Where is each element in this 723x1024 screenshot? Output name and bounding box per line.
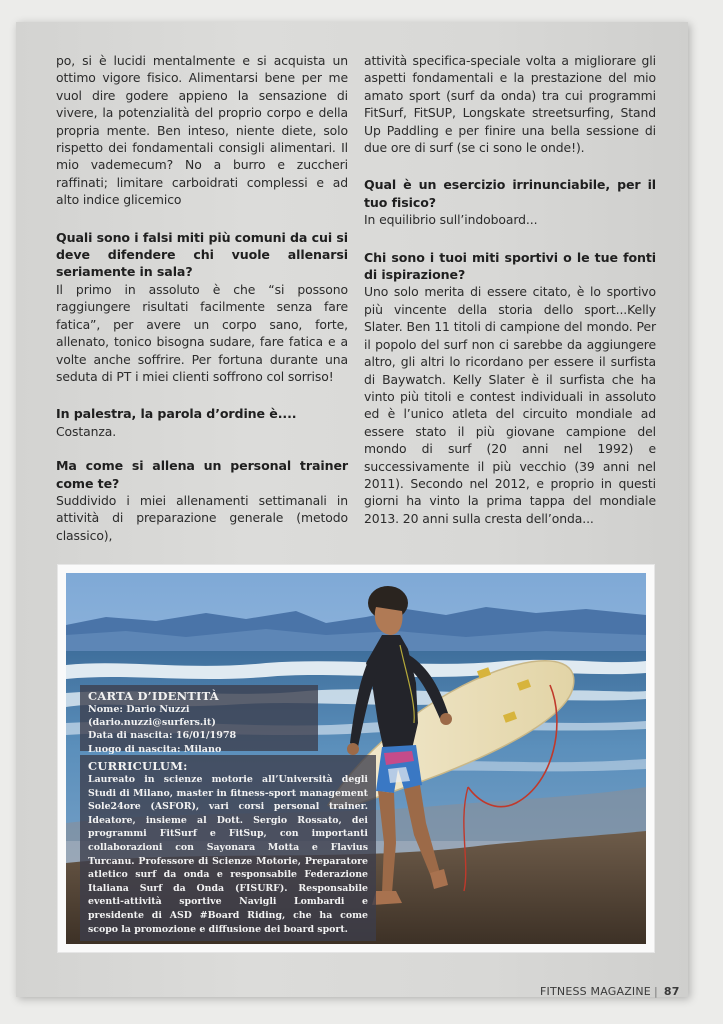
intro-paragraph: po, si è lucidi mentalmente e si acquista un ottimo vigore fisico. Alimentarsi bene per me vuol dire godere appieno la sensazione di vivere, la potenzialità del proprio corpo e della propria mente. Ben inteso, niente diete, solo rispetto dei fondamentali consigli alimentari. Il mio vademecum? No a burro e zuccheri raffinati; limitare carboidrati complessi e ad alto indice glicemico xyxy=(56,53,348,208)
answer-gym-word: Costanza. xyxy=(56,423,117,439)
question-gym-word: In palestra, la parola d’ordine è.... xyxy=(56,406,297,422)
question-idols: Chi sono i tuoi miti sportivi o le tue fonti di ispirazione? xyxy=(364,249,656,283)
footer-separator: | xyxy=(653,985,658,998)
magazine-page xyxy=(16,22,688,997)
answer-false-myths: Il primo in assoluto è che “si possono raggiungere risultati facilmente senza fare fatica”, per avere un corpo sano, forte, allenato, tonico bisogna sudare, fare fatica e a volte anche soffrire. Per fortuna durante una seduta di PT i miei clienti soffrono col sorriso! xyxy=(56,281,348,384)
training-continued-paragraph: attività specifica-speciale volta a migliorare gli aspetti fondamentali e la prestazione del mio amato sport (surf da onda) tra cui programmi FitSurf, FitSUP, Longskate streetsurfing, Stand Up Paddling e per finire una bella sessione di due ore di surf (se ci sono le onde!). xyxy=(364,53,656,156)
identity-name: Nome: Dario Nuzzi (dario.nuzzi@surfers.it) xyxy=(88,704,216,729)
question-exercise: Qual è un esercizio irrinunciabile, per il tuo fisico? xyxy=(364,177,656,210)
identity-card xyxy=(80,685,318,755)
surfer-photo xyxy=(66,573,646,944)
curriculum-text: Laureato in scienze motorie all’Università degli Studi di Milano, master in fitness-sport management Sole24ore (ASFOR), vari corsi personal trainer. Ideatore, insieme al Dott. Sergio Rossato, dei programmi FitSurf e FitSup, con importanti collaborazioni con Sayonara Motta e Flavius Turcanu. Professore di Scienze Motorie, Preparatore atletico surf da onda e responsabile Federazione Italiana Surf da Onda (FISURF). Responsabile eventi-attività sportive Navigli Lombardi e presidente di ASD #Board Riding, che ha come scopo la promozione e diffusione dei board sport. xyxy=(88,774,368,935)
magazine-name: FITNESS MAGAZINE xyxy=(540,985,651,998)
answer-exercise: In equilibrio sull’indoboard... xyxy=(364,212,538,228)
identity-birth-place: Luogo di nascita: Milano xyxy=(88,743,222,755)
left-column xyxy=(56,52,348,544)
curriculum-card xyxy=(80,755,376,941)
question-false-myths: Quali sono i falsi miti più comuni da cui si deve difendere chi vuole allenarsi seriamente in sala? xyxy=(56,229,348,280)
identity-card-title: CARTA D’IDENTITÀ xyxy=(88,689,219,703)
question-training: Ma come si allena un personal trainer come te? xyxy=(56,458,348,491)
curriculum-title: CURRICULUM: xyxy=(88,759,188,773)
right-column xyxy=(364,52,656,527)
answer-training: Suddivido i miei allenamenti settimanali in attività di preparazione generale (metodo classico), xyxy=(56,492,348,543)
identity-birth-date: Data di nascita: 16/01/1978 xyxy=(88,730,237,742)
page-number: 87 xyxy=(663,985,680,998)
page-footer xyxy=(540,985,680,998)
photo-frame xyxy=(58,565,654,952)
answer-idols: Uno solo merita di essere citato, è lo sportivo più vincente della storia dello sport...Kelly Slater. Ben 11 titoli di campione del mondo. Per il popolo del surf non ci sarebbe da aggiungere altro, gli altri lo ricordano per essere il surfista di Baywatch. Kelly Slater è il surfista che ha vinto più titoli e contest individuali in assoluto ed è l’unico atleta del circuito mondiale ad essere stato il più giovane campione del mondo di surf (20 anni nel 1992) e successivamente il più vecchio (39 anni nel 2011). Secondo nel 2012, e proprio in questi giorni ha vinto la prima tappa del mondiale 2013. 20 anni sulla cresta dell’onda... xyxy=(364,284,656,526)
